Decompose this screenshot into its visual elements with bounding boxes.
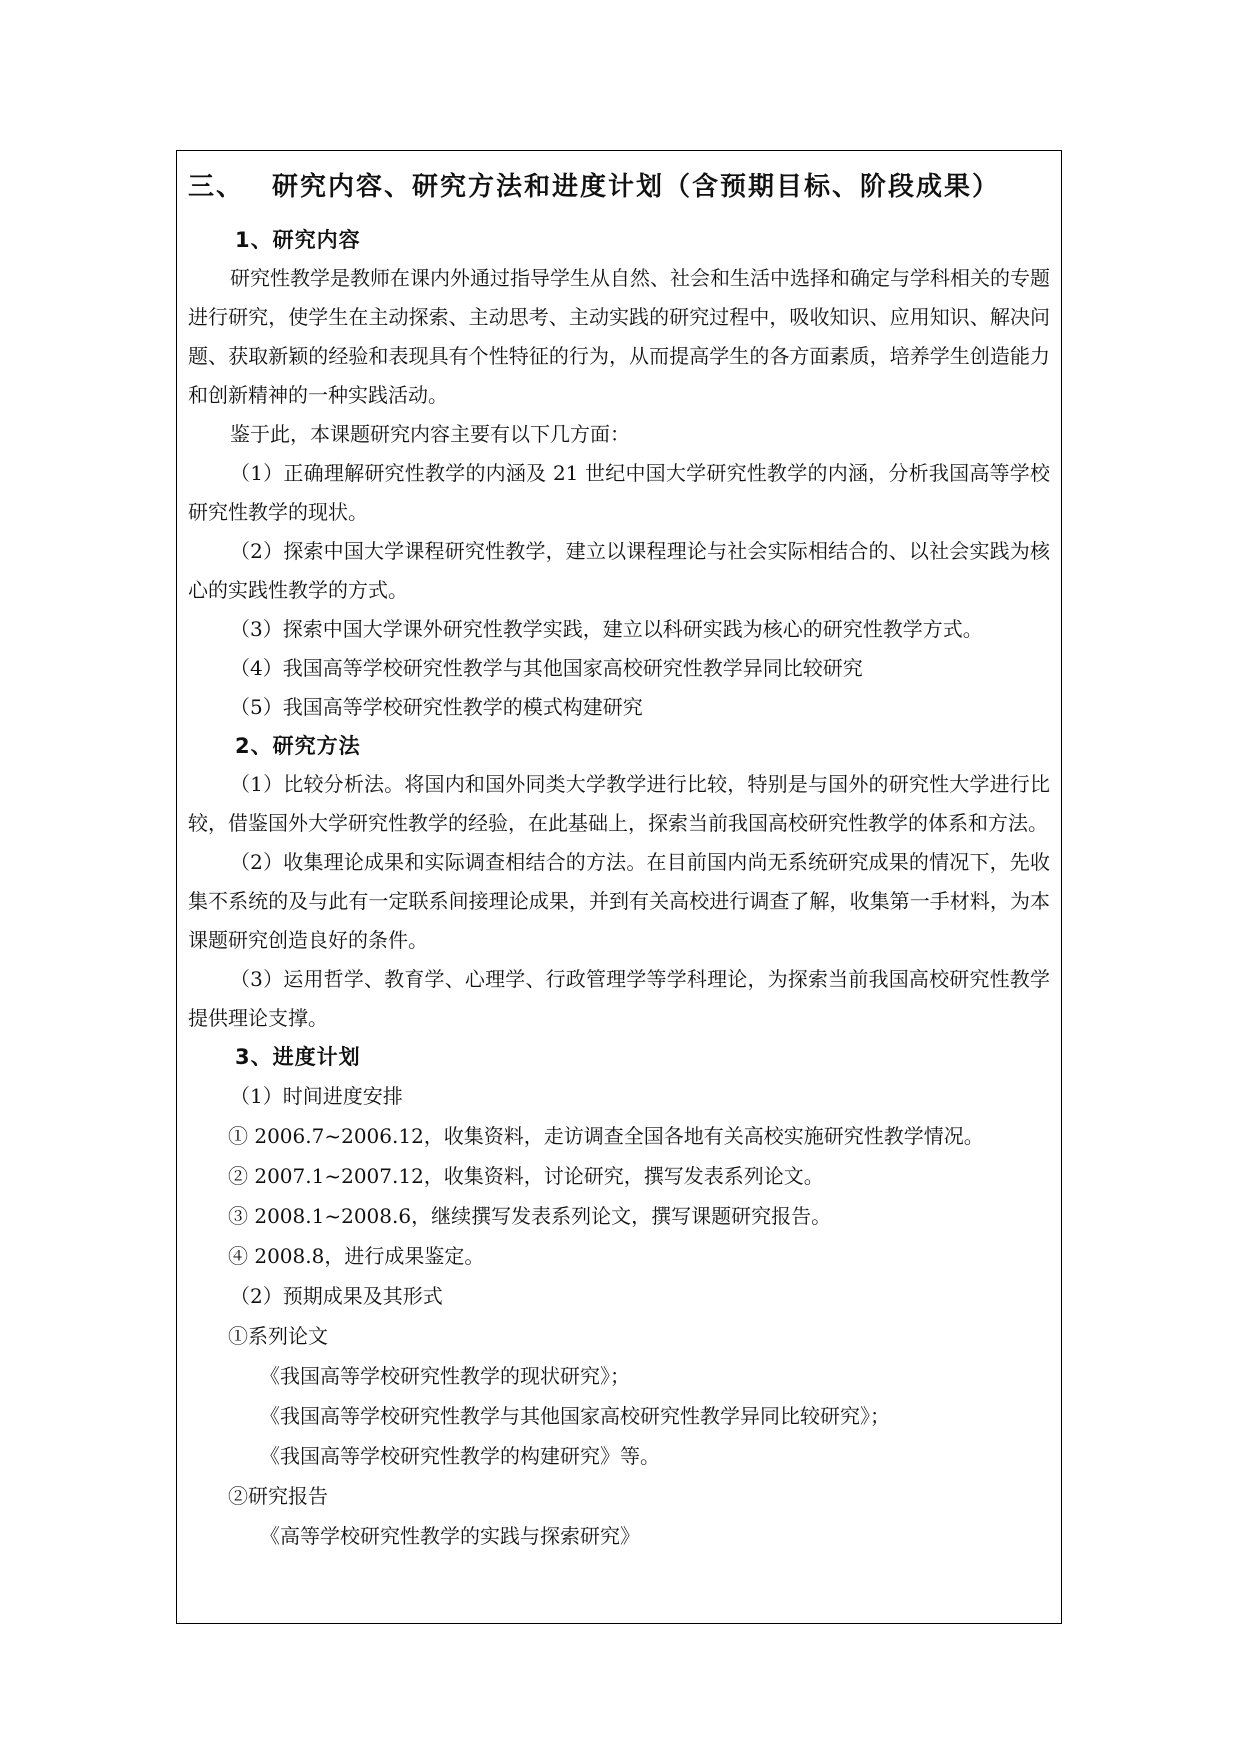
content-item: （1）正确理解研究性教学的内涵及 21 世纪中国大学研究性教学的内涵，分析我国高等学校研究性教学的现状。 bbox=[188, 461, 1050, 524]
content-item: （4）我国高等学校研究性教学与其他国家高校研究性教学异同比较研究 bbox=[230, 656, 863, 680]
lead-paragraph: 鉴于此，本课题研究内容主要有以下几方面： bbox=[230, 422, 630, 446]
paper-title: 《我国高等学校研究性教学的现状研究》； bbox=[260, 1364, 630, 1388]
section-title: 研究内容、研究方法和进度计划（含预期目标、阶段成果） bbox=[272, 172, 1001, 202]
report-label: ②研究报告 bbox=[228, 1484, 328, 1508]
research-methods-heading: 2、研究方法 bbox=[235, 734, 361, 758]
content-item: （3）探索中国大学课外研究性教学实践，建立以科研实践为核心的研究性教学方式。 bbox=[230, 617, 983, 641]
content-item: （5）我国高等学校研究性教学的模式构建研究 bbox=[230, 695, 643, 719]
content-item: （2）探索中国大学课程研究性教学，建立以课程理论与社会实际相结合的、以社会实践为核心的实践性教学的方式。 bbox=[188, 539, 1050, 602]
research-content-heading: 1、研究内容 bbox=[235, 228, 361, 252]
section-number: 三、 bbox=[188, 172, 245, 202]
intro-paragraph: 研究性教学是教师在课内外通过指导学生从自然、社会和生活中选择和确定与学科相关的专题进行研究，使学生在主动探索、主动思考、主动实践的研究过程中，吸收知识、应用知识、解决问题、获取新颖的经验和表现具有个性特征的行为，从而提高学生的各方面素质，培养学生创造能力和创新精神的一种实践活动。 bbox=[188, 266, 1050, 407]
method-item: （1）比较分析法。将国内和国外同类大学教学进行比较，特别是与国外的研究性大学进行比较，借鉴国外大学研究性教学的经验，在此基础上，探索当前我国高校研究性教学的体系和方法。 bbox=[188, 772, 1050, 835]
papers-label: ①系列论文 bbox=[228, 1324, 328, 1348]
timeline-item: ② 2007.1~2007.12，收集资料，讨论研究，撰写发表系列论文。 bbox=[228, 1164, 824, 1188]
timeline-label: （1）时间进度安排 bbox=[230, 1084, 403, 1108]
timeline-item: ③ 2008.1~2008.6，继续撰写发表系列论文，撰写课题研究报告。 bbox=[228, 1204, 832, 1228]
timeline-item: ④ 2008.8，进行成果鉴定。 bbox=[228, 1244, 485, 1268]
paper-title: 《我国高等学校研究性教学的构建研究》等。 bbox=[260, 1444, 660, 1468]
outcomes-label: （2）预期成果及其形式 bbox=[230, 1284, 443, 1308]
report-title: 《高等学校研究性教学的实践与探索研究》 bbox=[260, 1524, 640, 1548]
paper-title: 《我国高等学校研究性教学与其他国家高校研究性教学异同比较研究》； bbox=[260, 1404, 890, 1428]
timeline-item: ① 2006.7~2006.12，收集资料，走访调查全国各地有关高校实施研究性教学情况。 bbox=[228, 1124, 984, 1148]
section-heading bbox=[188, 166, 1050, 203]
method-item: （3）运用哲学、教育学、心理学、行政管理学等学科理论，为探索当前我国高校研究性教学提供理论支撑。 bbox=[188, 967, 1050, 1030]
method-item: （2）收集理论成果和实际调查相结合的方法。在目前国内尚无系统研究成果的情况下，先收集不系统的及与此有一定联系间接理论成果，并到有关高校进行调查了解，收集第一手材料，为本课题研究创造良好的条件。 bbox=[188, 850, 1050, 952]
schedule-heading: 3、进度计划 bbox=[235, 1045, 361, 1069]
section-content bbox=[188, 158, 1050, 1556]
